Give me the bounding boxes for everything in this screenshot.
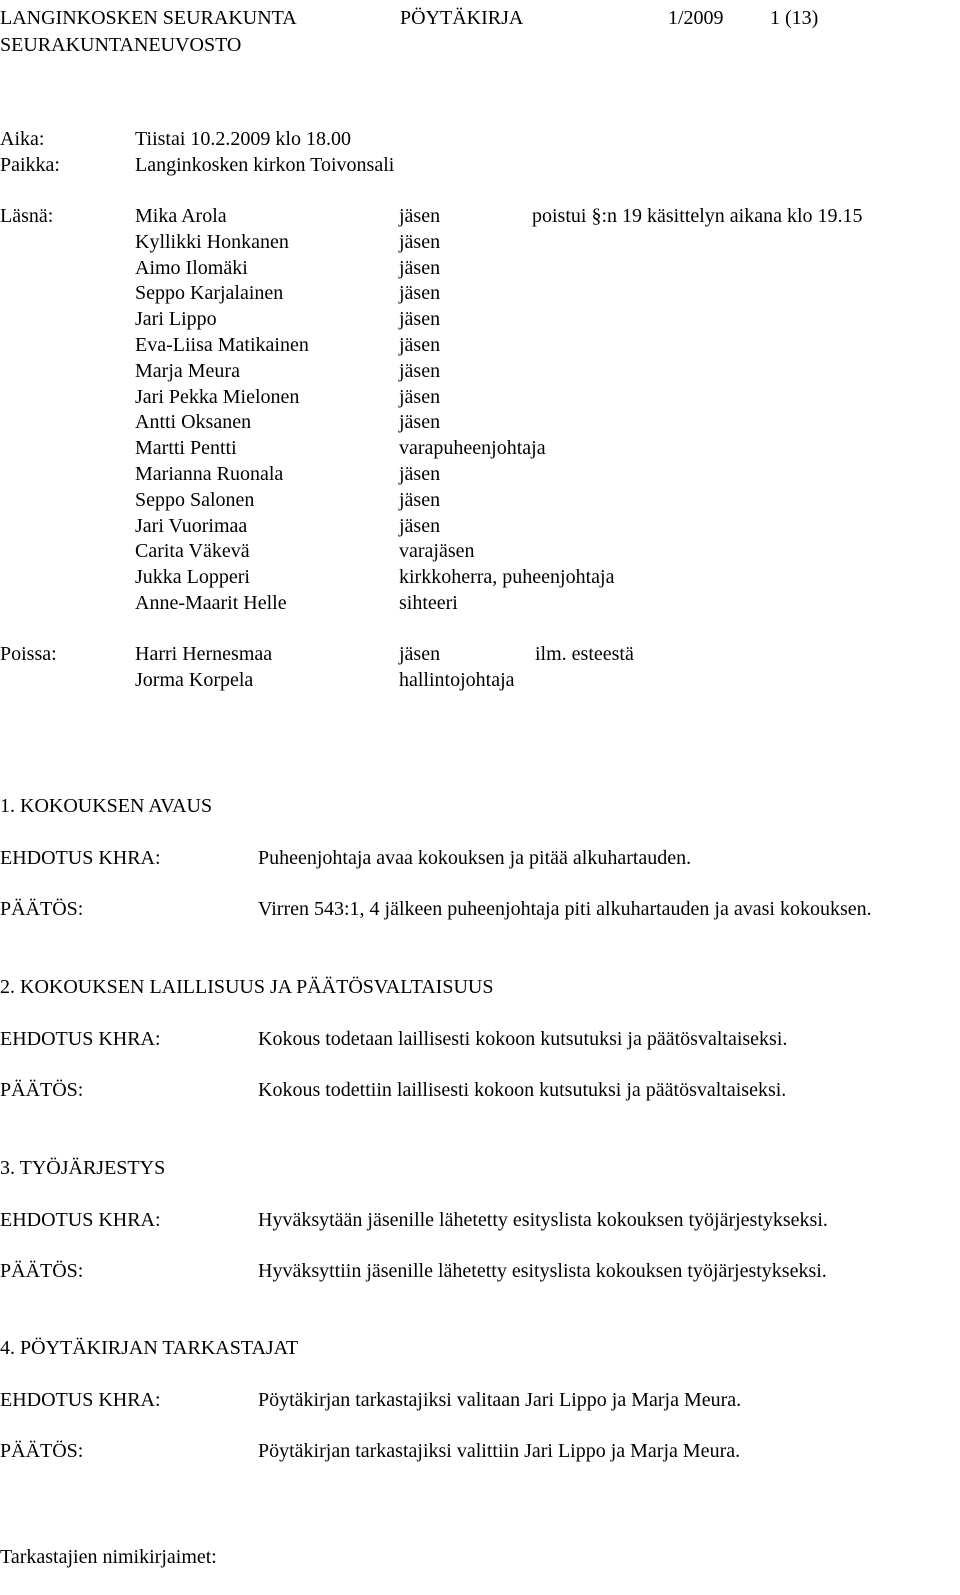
- decision-text: Hyväksyttiin jäsenille lähetetty esityslista kokouksen työjärjestykseksi.: [258, 1260, 827, 1282]
- attendee-role: varajäsen: [399, 540, 475, 563]
- proposal-text: Puheenjohtaja avaa kokouksen ja pitää alkuhartauden.: [258, 847, 692, 869]
- attendee-role: jäsen: [399, 385, 441, 408]
- attendee-role: jäsen: [399, 514, 441, 537]
- attendee-role: jäsen: [399, 411, 441, 434]
- attendee-name: Jukka Lopperi: [135, 566, 250, 589]
- attendee-role: kirkkoherra, puheenjohtaja: [399, 566, 615, 589]
- proposal-text: Kokous todetaan laillisesti kokoon kutsutuksi ja päätösvaltaiseksi.: [258, 1028, 788, 1050]
- attendee-role: varapuheenjohtaja: [399, 437, 546, 460]
- attendee-name: Jari Vuorimaa: [135, 514, 248, 537]
- decision-text: Kokous todettiin laillisesti kokoon kutsutuksi ja päätösvaltaiseksi.: [258, 1079, 787, 1101]
- attendee-name: Seppo Karjalainen: [135, 282, 284, 305]
- proposal-text: Hyväksytään jäsenille lähetetty esityslista kokouksen työjärjestykseksi.: [258, 1209, 828, 1231]
- organization-name: LANGINKOSKEN SEURAKUNTA: [0, 7, 297, 29]
- absent-label: Poissa:: [0, 643, 57, 665]
- attendee-name: Eva-Liisa Matikainen: [135, 334, 309, 356]
- attendee-role: jäsen: [399, 488, 441, 511]
- absentee-note: ilm. esteestä: [535, 643, 634, 665]
- section-title: 4. PÖYTÄKIRJAN TARKASTAJAT: [0, 1337, 299, 1359]
- attendee-name: Mika Arola: [135, 205, 227, 227]
- place-value: Langinkosken kirkon Toivonsali: [135, 154, 395, 176]
- section-title: 3. TYÖJÄRJESTYS: [0, 1157, 166, 1179]
- attendee-name: Martti Pentti: [135, 437, 237, 460]
- attendee-name: Marianna Ruonala: [135, 463, 284, 485]
- time-value: Tiistai 10.2.2009 klo 18.00: [135, 128, 351, 150]
- document-number: 1/2009: [668, 7, 724, 29]
- attendee-name: Jari Lippo: [135, 308, 217, 331]
- attendee-note: poistui §:n 19 käsittelyn aikana klo 19.15: [532, 205, 863, 227]
- decision-text: Virren 543:1, 4 jälkeen puheenjohtaja piti alkuhartauden ja avasi kokouksen.: [258, 898, 872, 920]
- absentee-role: hallintojohtaja: [399, 669, 515, 691]
- attendee-name: Kyllikki Honkanen: [135, 230, 289, 253]
- attendee-name: Anne-Maarit Helle: [135, 592, 287, 614]
- attendee-role: jäsen: [399, 359, 441, 382]
- section-title: 2. KOKOUKSEN LAILLISUUS JA PÄÄTÖSVALTAISUUS: [0, 976, 494, 998]
- present-label: Läsnä:: [0, 205, 54, 227]
- place-label: Paikka:: [0, 154, 60, 176]
- council-name: SEURAKUNTANEUVOSTO: [0, 34, 242, 56]
- page-number: 1 (13): [770, 7, 819, 29]
- proposal-label: EHDOTUS KHRA:: [0, 847, 161, 869]
- time-label: Aika:: [0, 128, 45, 150]
- decision-label: PÄÄTÖS:: [0, 1079, 84, 1101]
- proposal-label: EHDOTUS KHRA:: [0, 1028, 161, 1050]
- attendee-role: sihteeri: [399, 592, 458, 614]
- attendee-name: Seppo Salonen: [135, 488, 255, 511]
- initials-label: Tarkastajien nimikirjaimet:: [0, 1546, 217, 1568]
- attendee-role: jäsen: [399, 256, 441, 279]
- proposal-text: Pöytäkirjan tarkastajiksi valitaan Jari Lippo ja Marja Meura.: [258, 1389, 742, 1411]
- absentee-name: Harri Hernesmaa: [135, 643, 273, 665]
- decision-label: PÄÄTÖS:: [0, 898, 84, 920]
- attendee-role: jäsen: [399, 205, 441, 227]
- attendee-name: Antti Oksanen: [135, 411, 252, 434]
- section-title: 1. KOKOUKSEN AVAUS: [0, 795, 213, 817]
- decision-label: PÄÄTÖS:: [0, 1440, 84, 1462]
- attendee-role: jäsen: [399, 334, 441, 356]
- attendee-role: jäsen: [399, 463, 441, 485]
- attendee-role: jäsen: [399, 308, 441, 331]
- proposal-label: EHDOTUS KHRA:: [0, 1209, 161, 1231]
- document-type: PÖYTÄKIRJA: [400, 7, 524, 29]
- attendee-role: jäsen: [399, 230, 441, 253]
- attendee-name: Jari Pekka Mielonen: [135, 385, 300, 408]
- proposal-label: EHDOTUS KHRA:: [0, 1389, 161, 1411]
- decision-label: PÄÄTÖS:: [0, 1260, 84, 1282]
- attendee-name: Carita Väkevä: [135, 540, 250, 563]
- attendee-name: Marja Meura: [135, 359, 240, 382]
- decision-text: Pöytäkirjan tarkastajiksi valittiin Jari Lippo ja Marja Meura.: [258, 1440, 741, 1462]
- absentee-role: jäsen: [399, 643, 441, 665]
- attendee-name: Aimo Ilomäki: [135, 256, 248, 279]
- absentee-name: Jorma Korpela: [135, 669, 254, 691]
- attendee-role: jäsen: [399, 282, 441, 305]
